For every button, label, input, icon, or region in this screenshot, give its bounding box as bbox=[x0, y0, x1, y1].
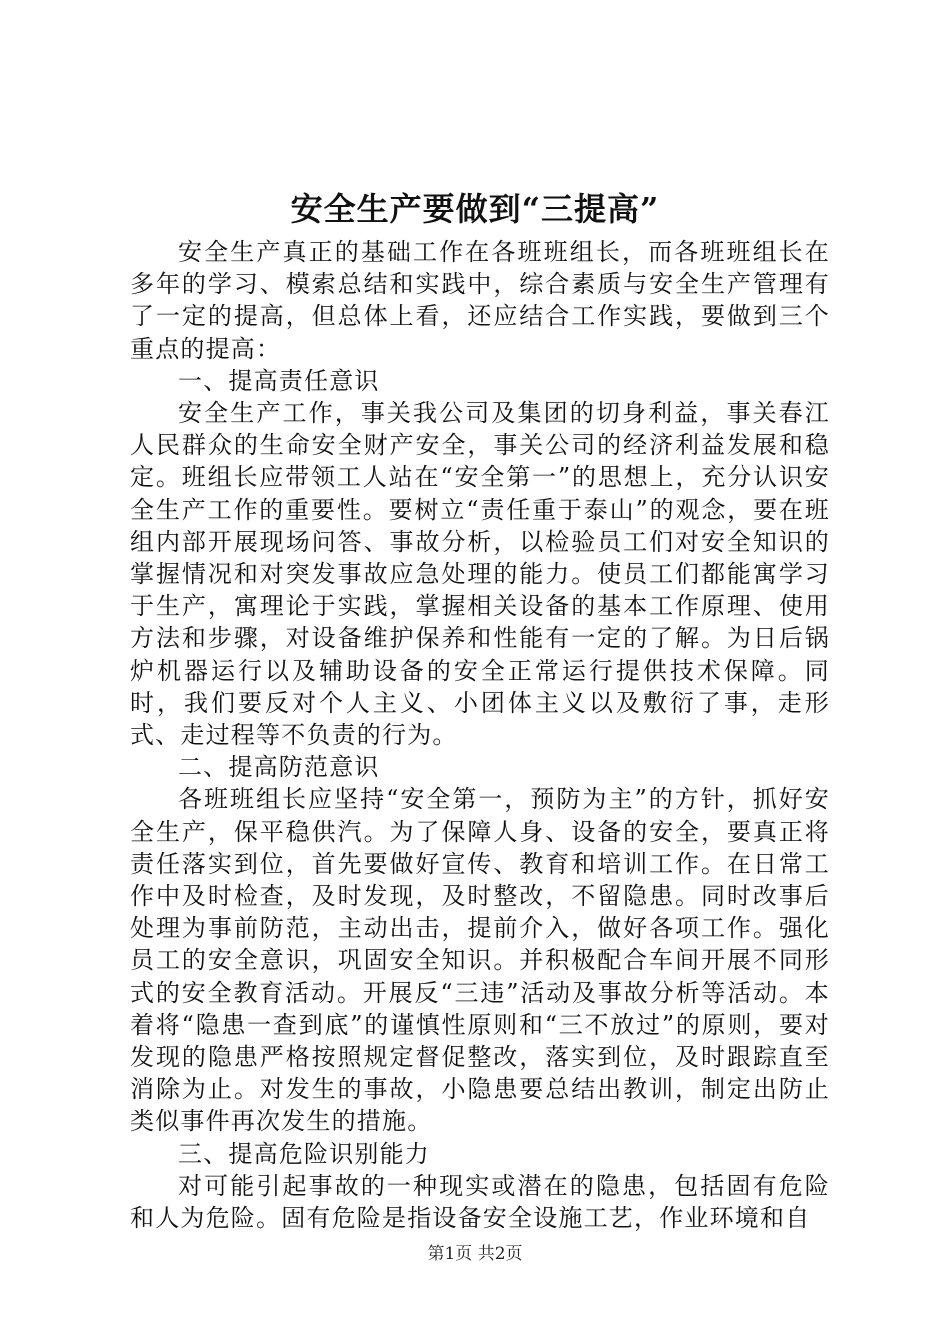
section-heading-1: 一、提高责任意识 bbox=[178, 366, 380, 395]
document-body bbox=[130, 236, 830, 1234]
section-heading-3: 三、提高危险识别能力 bbox=[178, 1139, 430, 1168]
page-footer: 第1页 共2页 bbox=[427, 1244, 523, 1264]
section-1-paragraph: 安全生产工作，事关我公司及集团的切身利益，事关春江人民群众的生命安全财产安全，事关公司的经济利益发展和稳定。班组长应带领工人站在“安全第一”的思想上，充分认识安全生产工作的重要性。要树立“责任重于泰山”的观念，要在班组内部开展现场问答、事故分析，以检验员工们对安全知识的掌握情况和对突发事故应急处理的能力。使员工们都能寓学习于生产，寓理论于实践，掌握相关设备的基本工作原理、使用方法和步骤，对设备维护保养和性能有一定的了解。为日后锅炉机器运行以及辅助设备的安全正常运行提供技术保障。同时，我们要反对个人主义、小团体主义以及敷衍了事，走形式、走过程等不负责的行为。 bbox=[130, 399, 830, 750]
intro-paragraph: 安全生产真正的基础工作在各班班组长，而各班班组长在多年的学习、模索总结和实践中，综合素质与安全生产管理有了一定的提高，但总体上看，还应结合工作实践，要做到三个重点的提高： bbox=[130, 238, 830, 363]
page-title: 安全生产要做到“三提高” bbox=[290, 190, 660, 228]
section-2-paragraph: 各班班组长应坚持“安全第一，预防为主”的方针，抓好安全生产，保平稳供汽。为了保障人身、设备的安全，要真正将责任落实到位，首先要做好宣传、教育和培训工作。在日常工作中及时检查，及时发现，及时整改，不留隐患。同时改事后处理为事前防范，主动出击，提前介入，做好各项工作。强化员工的安全意识，巩固安全知识。并积极配合车间开展不同形式的安全教育活动。开展反“三违”活动及事故分析等活动。本着将“隐患一查到底”的谨慎性原则和“三不放过”的原则，要对发现的隐患严格按照规定督促整改，落实到位，及时跟踪直至消除为止。对发生的事故，小隐患要总结出教训，制定出防止类似事件再次发生的措施。 bbox=[130, 785, 830, 1136]
section-heading-2: 二、提高防范意识 bbox=[178, 753, 380, 782]
section-3-paragraph: 对可能引起事故的一种现实或潜在的隐患，包括固有危险和人为危险。固有危险是指设备安全设施工艺，作业环境和自 bbox=[130, 1171, 830, 1233]
